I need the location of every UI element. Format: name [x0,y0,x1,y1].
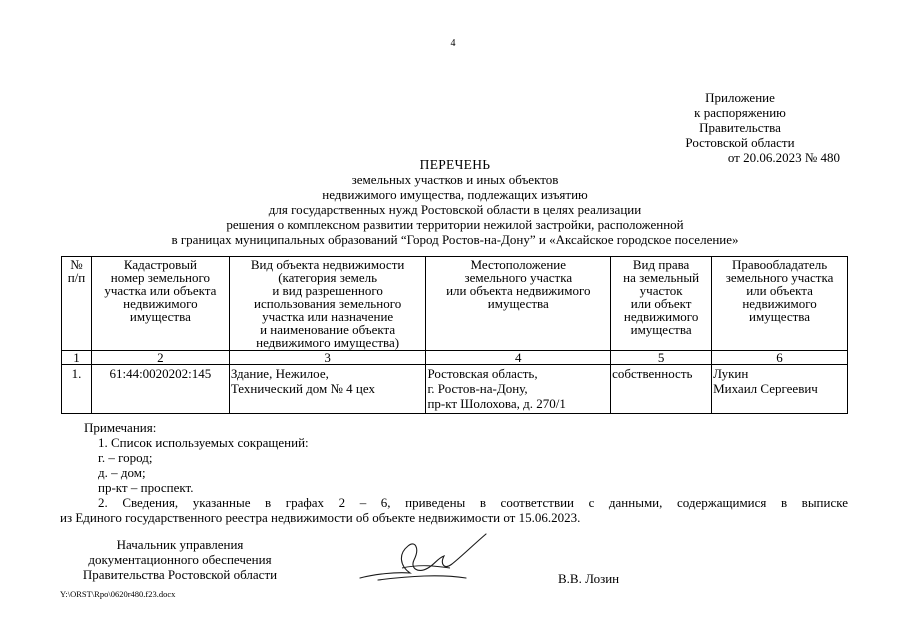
heading-line: в границах муниципальных образований “Город Ростов-на-Дону” и «Аксайское городское поселение» [171,232,739,247]
appendix-block [640,90,840,165]
header-cadastral: Кадастровый номер земельного участка или объекта недвижимого имущества [91,257,229,351]
heading-line: земельных участков и иных объектов [351,172,559,187]
holder-cell: Лукин Михаил Сергеевич [712,365,848,414]
file-path: Y:\ORST\Rpo\0620r480.f23.docx [60,589,176,599]
appendix-line: Приложение [705,90,775,105]
document-heading [60,157,850,247]
table-header-row [62,257,848,351]
row-number: 1. [62,365,92,414]
right-type-cell: собственность [611,365,712,414]
appendix-line: Ростовской области [685,135,795,150]
header-no: № п/п [62,257,92,351]
property-table [61,256,848,414]
heading-line: недвижимого имущества, подлежащих изъятию [322,187,588,202]
header-holder: Правообладатель земельного участка или объекта недвижимого имущества [712,257,848,351]
object-type-cell: Здание, Нежилое, Технический дом № 4 цех [229,365,426,414]
column-number: 1 [62,351,92,365]
page-number: 4 [450,38,456,49]
header-right: Вид права на земельный участок или объект недвижимого имущества [611,257,712,351]
signatory-name: В.В. Лозин [558,571,620,586]
appendix-date: от 20.06.2023 № 480 [727,150,840,165]
column-number: 2 [91,351,229,365]
column-number-row [62,351,848,365]
appendix-line: к распоряжению [694,105,786,120]
table-row [62,365,848,414]
notes-item: 2. Сведения, указанные в графах 2 – 6, приведены в соответствии с данными, содержащимися в выписке [98,495,848,510]
heading-line: для государственных нужд Ростовской области в целях реализации [268,202,642,217]
appendix-line: Правительства [699,120,781,135]
header-object-type: Вид объекта недвижимости (категория земель и вид разрешенного использования земельного участка или назначение и наименование объекта недвижимого имущества) [229,257,426,351]
location-cell: Ростовская область, г. Ростов-на-Дону, пр-кт Шолохова, д. 270/1 [426,365,611,414]
abbreviation: пр-кт – проспект. [98,480,194,495]
signatory-title: Начальник управления документационного обеспечения Правительства Ростовской области [82,537,278,582]
abbreviation: г. – город; [98,450,153,465]
column-number: 5 [611,351,712,365]
heading-line: решения о комплексном развитии территории нежилой застройки, расположенной [226,217,684,232]
notes-item-continued: из Единого государственного реестра недвижимости об объекте недвижимости от 15.06.2023. [60,510,581,525]
column-number: 6 [712,351,848,365]
document-title: ПЕРЕЧЕНЬ [419,157,491,172]
notes-item: 1. Список используемых сокращений: [98,435,309,450]
header-location: Местоположение земельного участка или объекта недвижимого имущества [426,257,611,351]
column-number: 3 [229,351,426,365]
notes-block [60,420,848,525]
notes-title: Примечания: [84,420,157,435]
cadastral-number: 61:44:0020202:145 [91,365,229,414]
handwritten-signature [340,528,500,590]
abbreviation: д. – дом; [98,465,146,480]
column-number: 4 [426,351,611,365]
